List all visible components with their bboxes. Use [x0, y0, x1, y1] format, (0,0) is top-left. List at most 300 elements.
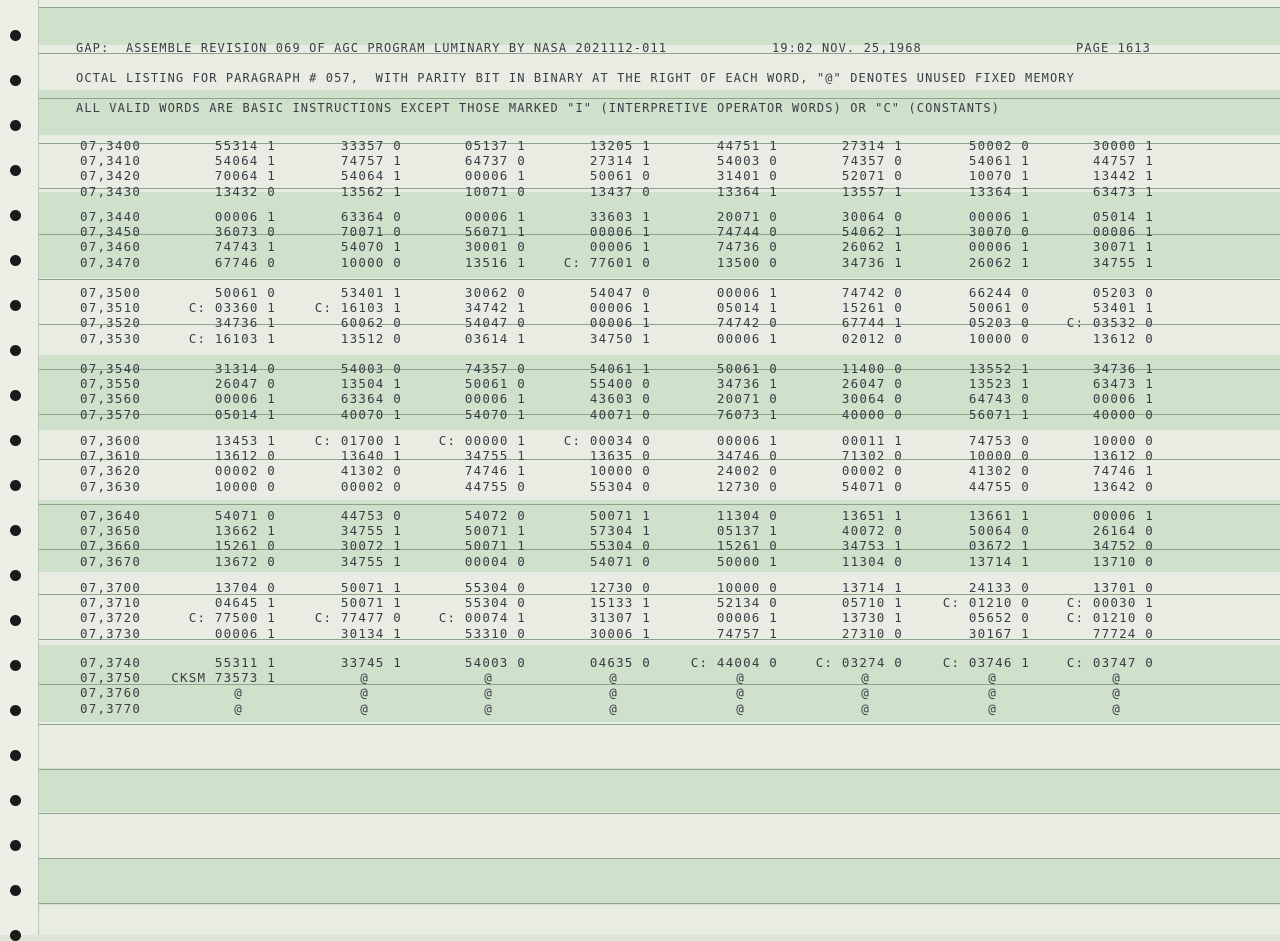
octal-word: 00006 1	[589, 300, 651, 316]
unused-word: @	[360, 670, 369, 686]
unused-word: @	[988, 700, 997, 716]
octal-word: 34736 1	[214, 315, 276, 331]
octal-word: 33603 1	[589, 209, 651, 224]
octal-word: 11304 0	[841, 553, 903, 569]
octal-word: 54003 0	[716, 153, 778, 169]
octal-word: 13364 1	[716, 183, 778, 199]
octal-word: 13635 0	[589, 448, 651, 464]
octal-word: 74736 0	[716, 239, 778, 255]
octal-word: 56071 1	[968, 406, 1030, 422]
octal-word: C: 00034 0	[563, 433, 651, 448]
octal-word: 05014 1	[716, 300, 778, 316]
octal-word: 44755 0	[464, 478, 526, 494]
unused-word: @	[609, 685, 618, 701]
octal-word: 00006 1	[464, 168, 526, 184]
feed-hole	[10, 75, 21, 86]
octal-word: 13710 0	[1092, 553, 1154, 569]
octal-word: 54003 0	[340, 361, 402, 376]
octal-word: 00006 1	[589, 315, 651, 331]
octal-word: 13500 0	[716, 254, 778, 270]
feed-hole	[10, 390, 21, 401]
octal-word: 55304 0	[589, 538, 651, 554]
octal-word: 34750 1	[589, 330, 651, 346]
octal-word: 54061 1	[589, 361, 651, 376]
octal-word: 54071 0	[214, 508, 276, 523]
paper-band	[38, 722, 1280, 768]
octal-word: 24002 0	[716, 463, 778, 479]
octal-word: 55304 0	[464, 580, 526, 595]
octal-word: 00006 1	[716, 285, 778, 300]
row-address: 07,3660	[80, 538, 142, 554]
octal-word: 54047 0	[589, 285, 651, 300]
unused-word: @	[484, 685, 493, 701]
octal-word: 50061 0	[716, 361, 778, 376]
feed-hole	[10, 615, 21, 626]
octal-word: 13672 0	[214, 553, 276, 569]
unused-word: @	[988, 685, 997, 701]
row-address: 07,3400	[80, 138, 142, 153]
octal-word: 31401 0	[716, 168, 778, 184]
octal-word: 30064 0	[841, 209, 903, 224]
octal-word: 00006 1	[464, 209, 526, 224]
octal-word: 71302 0	[841, 448, 903, 464]
rule-line	[38, 903, 1280, 904]
octal-word: 15133 1	[589, 595, 651, 611]
octal-word: 50071 1	[340, 580, 402, 595]
octal-word: 00006 1	[716, 330, 778, 346]
octal-word: 13453 1	[214, 433, 276, 448]
row-address: 07,3460	[80, 239, 142, 255]
octal-word: 10000 0	[968, 330, 1030, 346]
octal-word: 00011 1	[841, 433, 903, 448]
octal-word: 64737 0	[464, 153, 526, 169]
octal-word: 10000 0	[716, 580, 778, 595]
octal-word: 30072 1	[340, 538, 402, 554]
octal-word: 00006 1	[214, 625, 276, 641]
octal-word: C: 77500 1	[188, 610, 276, 626]
octal-word: C: 03746 1	[942, 655, 1030, 670]
unused-word: @	[234, 700, 243, 716]
octal-word: 40000 0	[1092, 406, 1154, 422]
unused-word: @	[360, 685, 369, 701]
row-address: 07,3540	[80, 361, 142, 376]
octal-word: 05137 1	[716, 523, 778, 539]
unused-word: @	[861, 700, 870, 716]
octal-word: 03672 1	[968, 538, 1030, 554]
row-address: 07,3620	[80, 463, 142, 479]
octal-word: 26164 0	[1092, 523, 1154, 539]
unused-word: @	[609, 700, 618, 716]
feed-hole	[10, 30, 21, 41]
octal-word: 34742 1	[464, 300, 526, 316]
octal-word: 13504 1	[340, 376, 402, 392]
octal-word: 30064 0	[841, 391, 903, 407]
row-address: 07,3650	[80, 523, 142, 539]
octal-word: 13432 0	[214, 183, 276, 199]
unused-word: @	[234, 685, 243, 701]
feed-hole	[10, 345, 21, 356]
octal-word: 33745 1	[340, 655, 402, 670]
octal-word: 10071 0	[464, 183, 526, 199]
octal-word: 63473 1	[1092, 376, 1154, 392]
octal-word: C: 01700 1	[314, 433, 402, 448]
octal-word: 04635 0	[589, 655, 651, 670]
octal-word: 54071 0	[589, 553, 651, 569]
octal-word: 10000 0	[968, 448, 1030, 464]
rule-line	[38, 813, 1280, 814]
row-address: 07,3560	[80, 391, 142, 407]
octal-word: 30070 0	[968, 224, 1030, 240]
octal-word: 40000 0	[841, 406, 903, 422]
octal-word: 13704 0	[214, 580, 276, 595]
octal-word: 27310 0	[841, 625, 903, 641]
row-address: 07,3710	[80, 595, 142, 611]
octal-word: 55311 1	[214, 655, 276, 670]
octal-word: 52134 0	[716, 595, 778, 611]
octal-word: 11304 0	[716, 508, 778, 523]
octal-word: 34753 1	[841, 538, 903, 554]
octal-word: 30062 0	[464, 285, 526, 300]
row-address: 07,3610	[80, 448, 142, 464]
row-address: 07,3450	[80, 224, 142, 240]
octal-word: 33357 0	[340, 138, 402, 153]
row-address: 07,3750	[80, 670, 142, 686]
header-line-1: GAP: ASSEMBLE REVISION 069 OF AGC PROGRAM LUMINARY BY NASA 2021112-011	[76, 41, 668, 55]
octal-word: 27314 1	[589, 153, 651, 169]
octal-word: C: 03360 1	[188, 300, 276, 316]
octal-word: 34755 1	[1092, 254, 1154, 270]
octal-word: C: 00000 1	[438, 433, 526, 448]
feed-hole	[10, 570, 21, 581]
octal-word: 70064 1	[214, 168, 276, 184]
octal-word: 50064 0	[968, 523, 1030, 539]
feed-hole	[10, 165, 21, 176]
octal-word: C: 03532 0	[1066, 315, 1154, 331]
rule-line	[38, 98, 1280, 99]
feed-hole	[10, 885, 21, 896]
octal-word: 40071 0	[589, 406, 651, 422]
feed-hole	[10, 750, 21, 761]
octal-word: 12730 0	[716, 478, 778, 494]
octal-word: 05652 0	[968, 610, 1030, 626]
octal-word: 05137 1	[464, 138, 526, 153]
octal-word: 05014 1	[1092, 209, 1154, 224]
header-time: 19:02 NOV. 25,1968	[772, 41, 922, 55]
octal-word: 00006 1	[968, 239, 1030, 255]
octal-word: 63473 1	[1092, 183, 1154, 199]
octal-word: 13640 1	[340, 448, 402, 464]
unused-word: @	[609, 670, 618, 686]
octal-word: 12730 0	[589, 580, 651, 595]
row-address: 07,3520	[80, 315, 142, 331]
octal-word: 53401 1	[1092, 300, 1154, 316]
row-address: 07,3770	[80, 700, 142, 716]
octal-word: 03614 1	[464, 330, 526, 346]
octal-word: 00006 1	[1092, 508, 1154, 523]
row-address: 07,3760	[80, 685, 142, 701]
octal-word: 00006 1	[589, 239, 651, 255]
octal-word: 13612 0	[1092, 448, 1154, 464]
row-address: 07,3550	[80, 376, 142, 392]
octal-word: C: 00030 1	[1066, 595, 1154, 611]
paper-band	[38, 858, 1280, 905]
feed-hole	[10, 435, 21, 446]
octal-word: 54071 0	[841, 478, 903, 494]
octal-word: 02012 0	[841, 330, 903, 346]
octal-word: 50071 1	[464, 523, 526, 539]
octal-word: 11400 0	[841, 361, 903, 376]
octal-word: 13661 1	[968, 508, 1030, 523]
octal-word: 00006 1	[214, 209, 276, 224]
octal-word: 74757 1	[716, 625, 778, 641]
row-address: 07,3670	[80, 553, 142, 569]
octal-word: 05203 0	[1092, 285, 1154, 300]
unused-word: @	[736, 700, 745, 716]
octal-word: 41302 0	[968, 463, 1030, 479]
octal-word: 55400 0	[589, 376, 651, 392]
octal-word: 74743 1	[214, 239, 276, 255]
octal-word: 30134 1	[340, 625, 402, 641]
octal-word: 44755 0	[968, 478, 1030, 494]
feed-hole	[10, 480, 21, 491]
octal-word: 13552 1	[968, 361, 1030, 376]
octal-word: 50002 0	[968, 138, 1030, 153]
octal-word: 44751 1	[716, 138, 778, 153]
row-address: 07,3510	[80, 300, 142, 316]
octal-word: 00006 1	[589, 224, 651, 240]
octal-word: 56071 1	[464, 224, 526, 240]
octal-word: 74742 0	[841, 285, 903, 300]
feed-hole	[10, 255, 21, 266]
row-address: 07,3420	[80, 168, 142, 184]
row-address: 07,3720	[80, 610, 142, 626]
octal-word: 15261 0	[214, 538, 276, 554]
octal-word: 66244 0	[968, 285, 1030, 300]
octal-word: 34746 0	[716, 448, 778, 464]
octal-word: 30001 0	[464, 239, 526, 255]
paper-band	[38, 768, 1280, 812]
unused-word: @	[736, 670, 745, 686]
octal-word: 53310 0	[464, 625, 526, 641]
octal-word: 04645 1	[214, 595, 276, 611]
octal-word: 13562 1	[340, 183, 402, 199]
feed-hole	[10, 795, 21, 806]
octal-word: 50000 1	[716, 553, 778, 569]
octal-word: 63364 0	[340, 391, 402, 407]
octal-word: 67744 1	[841, 315, 903, 331]
octal-word: 74753 0	[968, 433, 1030, 448]
margin-line	[38, 0, 39, 935]
octal-word: 74742 0	[716, 315, 778, 331]
octal-word: 31314 0	[214, 361, 276, 376]
octal-word: 26062 1	[968, 254, 1030, 270]
rule-line	[38, 279, 1280, 280]
octal-word: 00006 1	[716, 433, 778, 448]
octal-word: 13642 0	[1092, 478, 1154, 494]
octal-word: 50061 0	[968, 300, 1030, 316]
octal-word: 52071 0	[841, 168, 903, 184]
octal-word: 10070 1	[968, 168, 1030, 184]
row-address: 07,3600	[80, 433, 142, 448]
octal-word: 05014 1	[214, 406, 276, 422]
octal-word: 74746 1	[464, 463, 526, 479]
unused-word: @	[1112, 700, 1121, 716]
octal-word: 54064 1	[214, 153, 276, 169]
octal-word: 54070 1	[340, 239, 402, 255]
octal-word: 00006 1	[968, 209, 1030, 224]
octal-word: C: 44004 0	[690, 655, 778, 670]
octal-word: 76073 1	[716, 406, 778, 422]
paper	[38, 0, 1280, 935]
octal-word: 13701 0	[1092, 580, 1154, 595]
feed-hole	[10, 300, 21, 311]
rule-line	[38, 7, 1280, 8]
octal-word: 00004 0	[464, 553, 526, 569]
octal-word: C: 16103 1	[314, 300, 402, 316]
octal-word: 00006 1	[464, 391, 526, 407]
rule-line	[38, 504, 1280, 505]
octal-word: 20071 0	[716, 391, 778, 407]
octal-word: 50071 1	[340, 595, 402, 611]
octal-word: 55314 1	[214, 138, 276, 153]
octal-word: 50061 0	[589, 168, 651, 184]
octal-word: 13714 1	[841, 580, 903, 595]
octal-word: 30006 1	[589, 625, 651, 641]
feed-hole	[10, 525, 21, 536]
feed-hole	[10, 120, 21, 131]
octal-word: 55304 0	[464, 595, 526, 611]
octal-word: 41302 0	[340, 463, 402, 479]
octal-word: 74757 1	[340, 153, 402, 169]
octal-word: 57304 1	[589, 523, 651, 539]
octal-word: 40070 1	[340, 406, 402, 422]
octal-word: 34752 0	[1092, 538, 1154, 554]
row-address: 07,3440	[80, 209, 142, 224]
octal-word: 13442 1	[1092, 168, 1154, 184]
row-address: 07,3430	[80, 183, 142, 199]
octal-word: 24133 0	[968, 580, 1030, 595]
row-address: 07,3470	[80, 254, 142, 270]
octal-word: 13612 0	[1092, 330, 1154, 346]
octal-word: 00006 1	[214, 391, 276, 407]
row-address: 07,3730	[80, 625, 142, 641]
octal-word: 74744 0	[716, 224, 778, 240]
octal-word: 10000 0	[1092, 433, 1154, 448]
octal-word: 00006 1	[1092, 391, 1154, 407]
octal-word: 54070 1	[464, 406, 526, 422]
octal-word: 40072 0	[841, 523, 903, 539]
row-address: 07,3630	[80, 478, 142, 494]
unused-word: @	[861, 670, 870, 686]
octal-word: 44753 0	[340, 508, 402, 523]
octal-word: 26047 0	[841, 376, 903, 392]
octal-word: 44757 1	[1092, 153, 1154, 169]
octal-word: 00006 1	[1092, 224, 1154, 240]
unused-word: @	[1112, 685, 1121, 701]
row-address: 07,3570	[80, 406, 142, 422]
octal-word: 34755 1	[464, 448, 526, 464]
octal-word: 13557 1	[841, 183, 903, 199]
octal-word: C: 77477 0	[314, 610, 402, 626]
octal-word: 77724 0	[1092, 625, 1154, 641]
octal-word: 54061 1	[968, 153, 1030, 169]
octal-word: 30071 1	[1092, 239, 1154, 255]
octal-word: 31307 1	[589, 610, 651, 626]
octal-word: 50061 0	[214, 285, 276, 300]
octal-word: 34736 1	[716, 376, 778, 392]
header-page: PAGE 1613	[1076, 41, 1151, 55]
octal-word: 30167 1	[968, 625, 1030, 641]
octal-word: 13714 1	[968, 553, 1030, 569]
octal-word: 13205 1	[589, 138, 651, 153]
octal-word: C: 01210 0	[1066, 610, 1154, 626]
octal-word: 50071 1	[589, 508, 651, 523]
octal-word: C: 03274 0	[815, 655, 903, 670]
paper-band	[38, 0, 1280, 7]
octal-word: 36073 0	[214, 224, 276, 240]
octal-word: CKSM 73573 1	[171, 670, 276, 686]
octal-word: 00002 0	[214, 463, 276, 479]
octal-word: 00002 0	[340, 478, 402, 494]
unused-word: @	[988, 670, 997, 686]
octal-word: 34755 1	[340, 523, 402, 539]
octal-word: 60062 0	[340, 315, 402, 331]
rule-line	[38, 858, 1280, 859]
octal-word: 13364 1	[968, 183, 1030, 199]
octal-word: 15261 0	[716, 538, 778, 554]
feed-hole	[10, 840, 21, 851]
octal-word: C: 77601 0	[563, 254, 651, 270]
unused-word: @	[736, 685, 745, 701]
octal-word: C: 03747 0	[1066, 655, 1154, 670]
unused-word: @	[484, 670, 493, 686]
row-address: 07,3640	[80, 508, 142, 523]
octal-word: 13730 1	[841, 610, 903, 626]
octal-word: 54062 1	[841, 224, 903, 240]
header-line-2: OCTAL LISTING FOR PARAGRAPH # 057, WITH PARITY BIT IN BINARY AT THE RIGHT OF EACH WORD, "@" DENOTES UNUSED FIXED MEMORY	[76, 71, 1075, 85]
octal-word: 54072 0	[464, 508, 526, 523]
row-address: 07,3700	[80, 580, 142, 595]
octal-word: 67746 0	[214, 254, 276, 270]
row-address: 07,3740	[80, 655, 142, 670]
octal-word: 26062 1	[841, 239, 903, 255]
rule-line	[38, 724, 1280, 725]
octal-word: 64743 0	[968, 391, 1030, 407]
row-address: 07,3500	[80, 285, 142, 300]
feed-hole	[10, 930, 21, 941]
unused-word: @	[861, 685, 870, 701]
octal-word: 54064 1	[340, 168, 402, 184]
feed-hole	[10, 660, 21, 671]
octal-word: 55304 0	[589, 478, 651, 494]
paper-band	[38, 7, 1280, 45]
octal-word: 10000 0	[589, 463, 651, 479]
octal-word: 27314 1	[841, 138, 903, 153]
octal-word: 70071 0	[340, 224, 402, 240]
row-address: 07,3410	[80, 153, 142, 169]
octal-word: 74746 1	[1092, 463, 1154, 479]
tractor-feed-strip	[0, 0, 40, 935]
octal-word: 30000 1	[1092, 138, 1154, 153]
unused-word: @	[1112, 670, 1121, 686]
octal-word: 05203 0	[968, 315, 1030, 331]
octal-word: C: 01210 0	[942, 595, 1030, 611]
octal-word: 43603 0	[589, 391, 651, 407]
octal-word: 34755 1	[340, 553, 402, 569]
octal-word: 13662 1	[214, 523, 276, 539]
octal-word: C: 16103 1	[188, 330, 276, 346]
octal-word: 13523 1	[968, 376, 1030, 392]
